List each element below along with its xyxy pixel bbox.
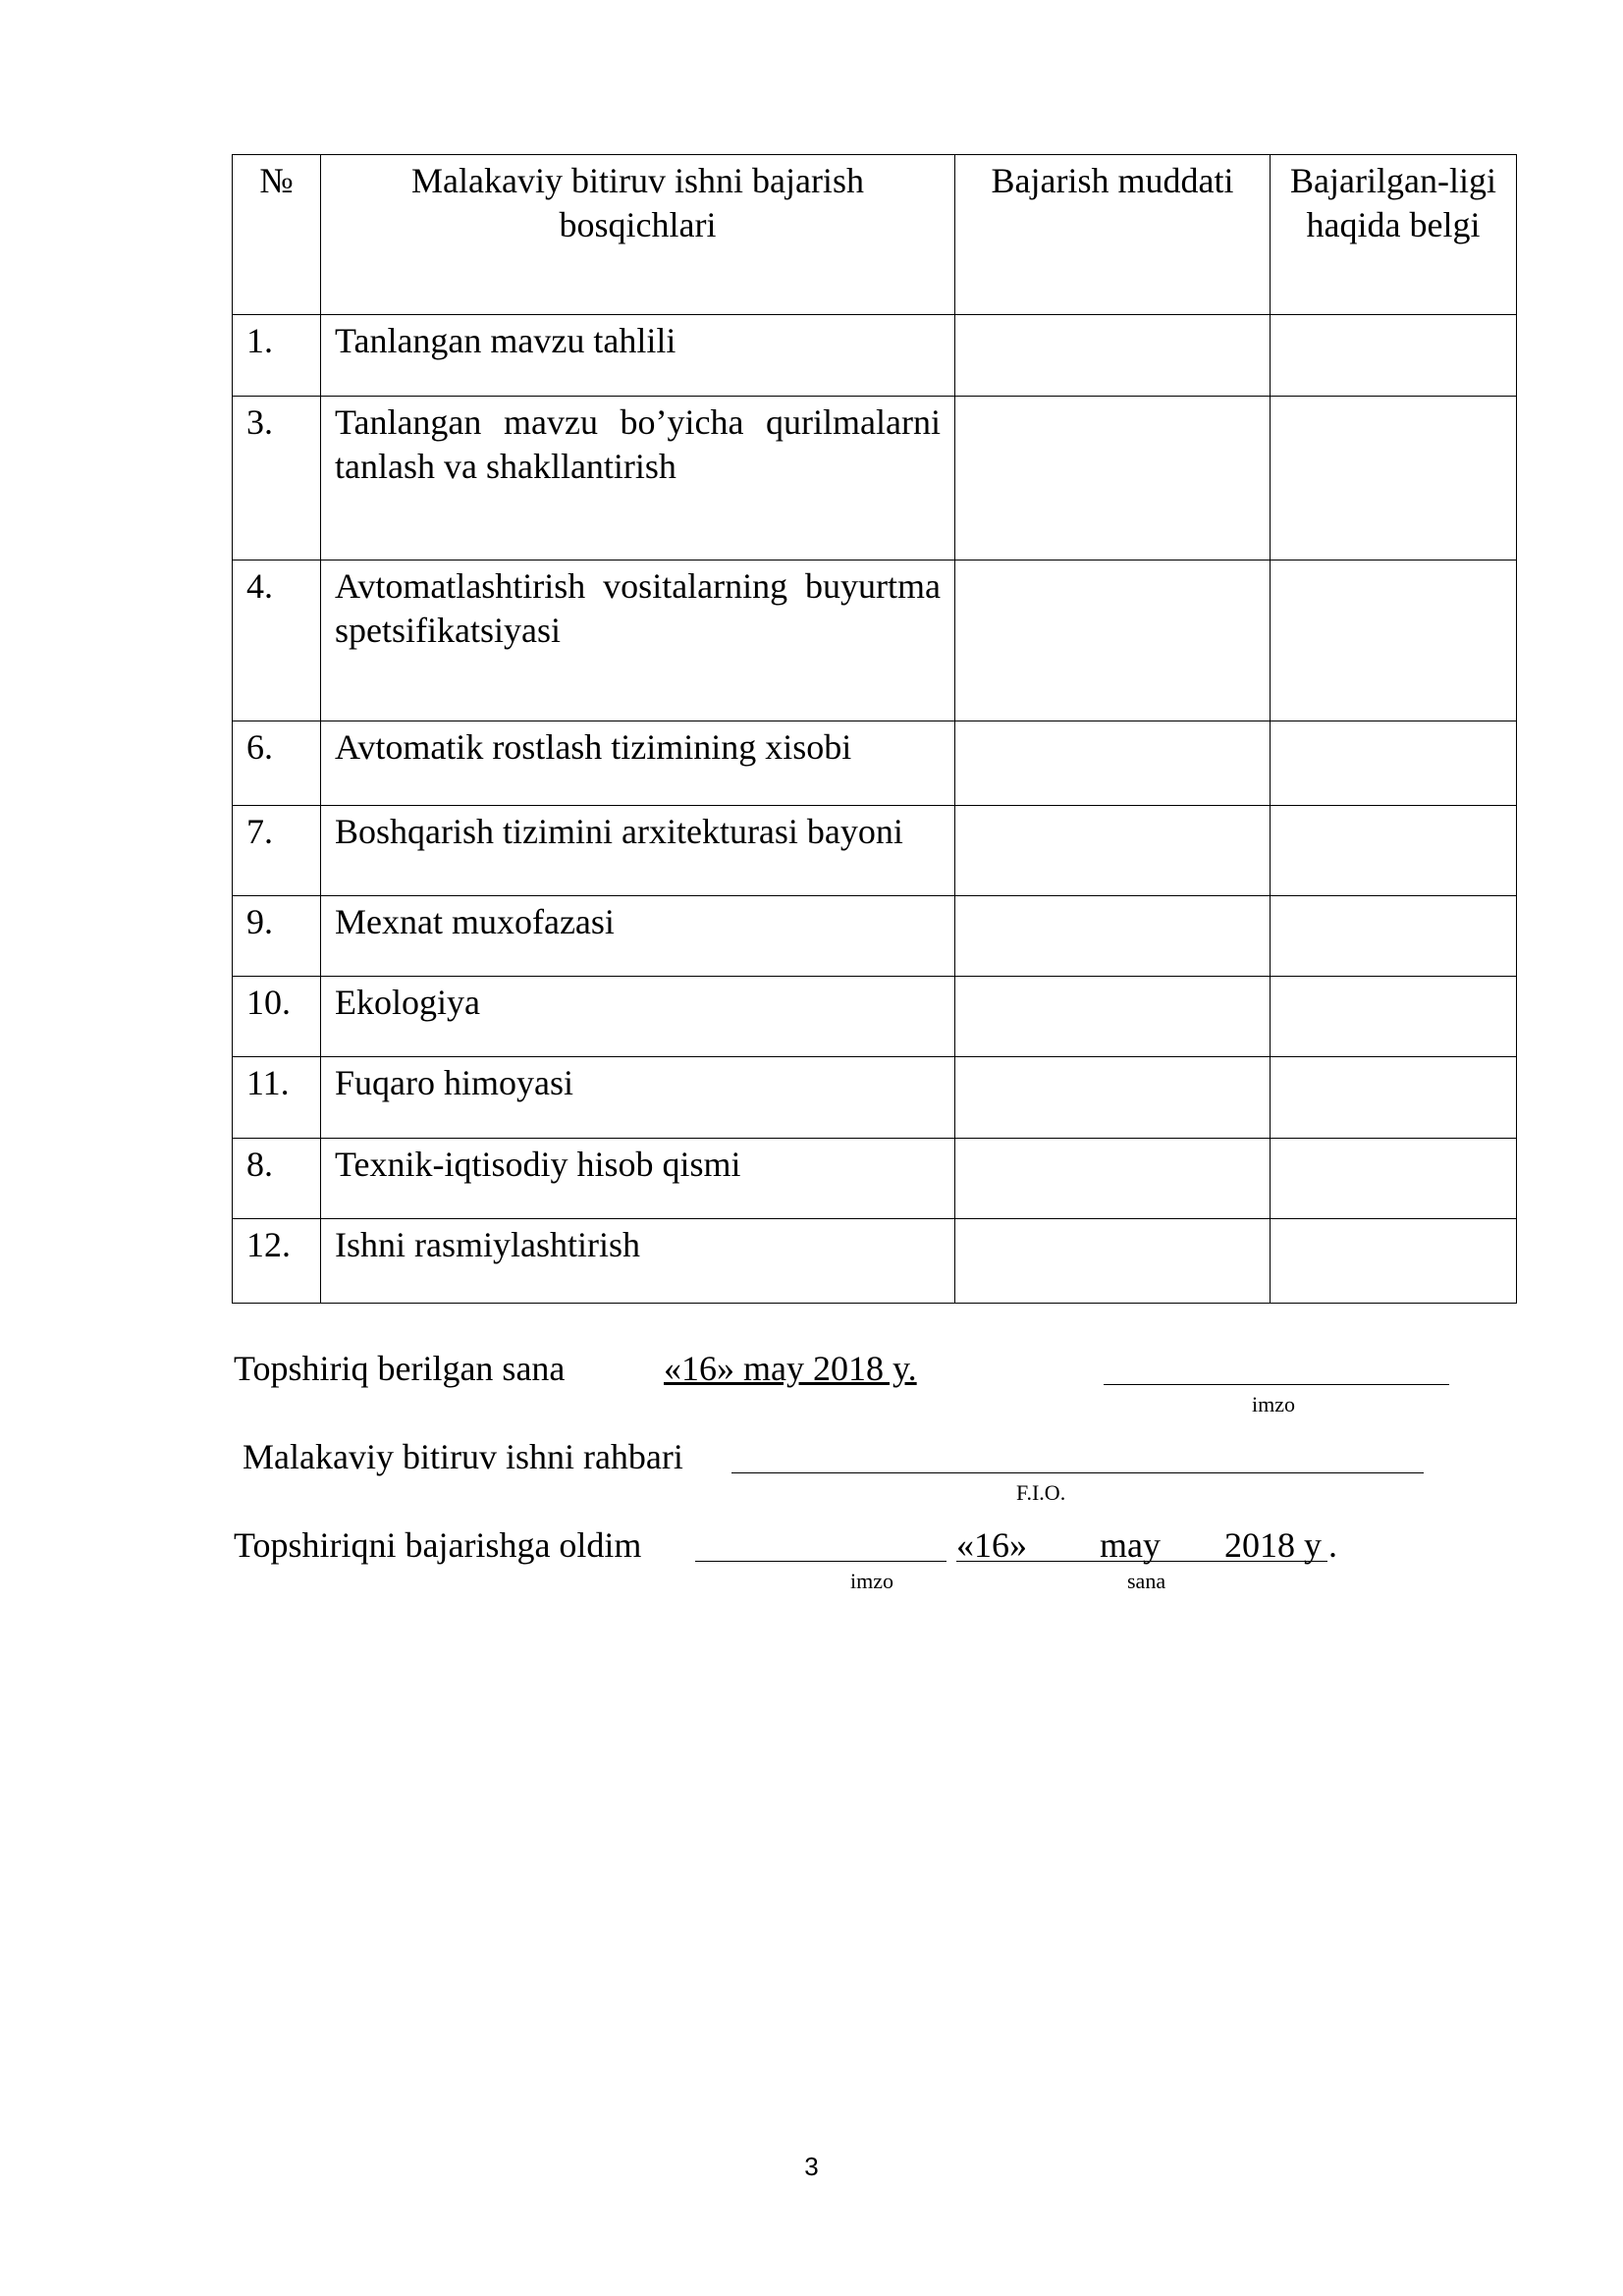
- student-signature-line: [695, 1561, 947, 1562]
- sana-caption: sana: [1127, 1569, 1166, 1593]
- page-number: 3: [804, 2152, 819, 2181]
- row-deadline-cell: [955, 977, 1271, 1057]
- row-num: 10.: [233, 977, 321, 1057]
- row-num: 7.: [233, 806, 321, 896]
- table-row: [233, 1219, 1517, 1304]
- row-stage: Avtomatlashtirish vositalarning buyurtma spetsifikatsiyasi: [321, 561, 955, 721]
- row-mark-cell: [1271, 1219, 1517, 1304]
- row-deadline-cell: [955, 1219, 1271, 1304]
- row-mark-cell: [1271, 1057, 1517, 1139]
- imzo-caption: imzo: [1252, 1392, 1295, 1416]
- header-deadline: Bajarish muddati: [955, 155, 1271, 315]
- row-num: 8.: [233, 1139, 321, 1219]
- row-mark-cell: [1271, 896, 1517, 977]
- row-stage: Tanlangan mavzu bo’yicha qurilmalarni tanlash va shakllantirish: [321, 397, 955, 561]
- row-stage: Tanlangan mavzu tahlili: [321, 315, 955, 397]
- header-num: №: [233, 155, 321, 315]
- table-row: [233, 977, 1517, 1057]
- row-deadline-cell: [955, 1139, 1271, 1219]
- row-stage: Fuqaro himoyasi: [321, 1057, 955, 1139]
- row-stage: Ekologiya: [321, 977, 955, 1057]
- row-stage: Avtomatik rostlash tizimining xisobi: [321, 721, 955, 806]
- row-num: 12.: [233, 1219, 321, 1304]
- accepted-label: Topshiriqni bajarishga oldim: [234, 1525, 642, 1565]
- table-row: [233, 561, 1517, 721]
- given-date-value: «16» may 2018 y.: [664, 1349, 917, 1388]
- row-num: 11.: [233, 1057, 321, 1139]
- given-date-label: Topshiriq berilgan sana: [234, 1349, 566, 1388]
- table-row: [233, 806, 1517, 896]
- row-deadline-cell: [955, 806, 1271, 896]
- row-mark-cell: [1271, 1139, 1517, 1219]
- stages-table: [232, 154, 1517, 1304]
- row-num: 3.: [233, 397, 321, 561]
- table-header-row: [233, 155, 1517, 315]
- row-mark-cell: [1271, 315, 1517, 397]
- row-stage: Mexnat muxofazasi: [321, 896, 955, 977]
- accepted-day: «16»: [956, 1525, 1027, 1565]
- row-mark-cell: [1271, 721, 1517, 806]
- row-stage: Texnik-iqtisodiy hisob qismi: [321, 1139, 955, 1219]
- row-mark-cell: [1271, 977, 1517, 1057]
- table-row: [233, 896, 1517, 977]
- header-stage: Malakaviy bitiruv ishni bajarish bosqichlari: [321, 155, 955, 315]
- table-row: [233, 721, 1517, 806]
- row-deadline-cell: [955, 721, 1271, 806]
- supervisor-name-line: [731, 1472, 1424, 1473]
- row-stage: Ishni rasmiylashtirish: [321, 1219, 955, 1304]
- accepted-year: 2018 y: [1224, 1525, 1322, 1565]
- fio-caption: F.I.O.: [1016, 1480, 1066, 1505]
- row-mark-cell: [1271, 397, 1517, 561]
- accepted-dot: .: [1328, 1525, 1337, 1565]
- signature-line: [1104, 1384, 1449, 1385]
- table-row: [233, 1139, 1517, 1219]
- table-row: [233, 1057, 1517, 1139]
- accepted-month: may: [1100, 1525, 1161, 1565]
- row-deadline-cell: [955, 561, 1271, 721]
- row-num: 9.: [233, 896, 321, 977]
- row-num: 6.: [233, 721, 321, 806]
- row-deadline-cell: [955, 315, 1271, 397]
- row-deadline-cell: [955, 896, 1271, 977]
- row-mark-cell: [1271, 561, 1517, 721]
- row-stage: Boshqarish tizimini arxitekturasi bayoni: [321, 806, 955, 896]
- header-mark: Bajarilgan-ligi haqida belgi: [1271, 155, 1517, 315]
- supervisor-label: Malakaviy bitiruv ishni rahbari: [243, 1437, 683, 1476]
- row-num: 4.: [233, 561, 321, 721]
- table-row: [233, 397, 1517, 561]
- row-mark-cell: [1271, 806, 1517, 896]
- row-deadline-cell: [955, 397, 1271, 561]
- imzo-caption-2: imzo: [850, 1569, 893, 1593]
- row-num: 1.: [233, 315, 321, 397]
- row-deadline-cell: [955, 1057, 1271, 1139]
- table-row: [233, 315, 1517, 397]
